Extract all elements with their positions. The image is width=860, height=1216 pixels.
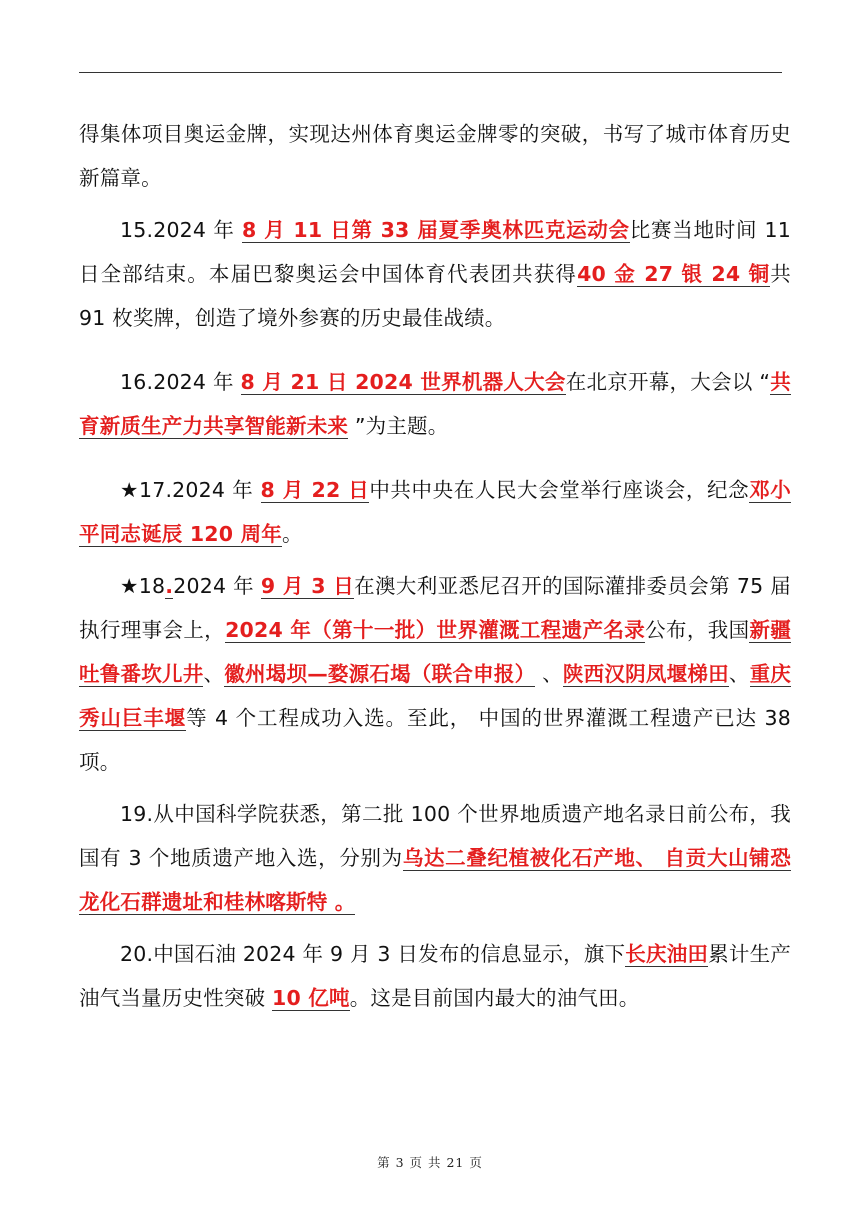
highlight-oilfield: 长庆油田 bbox=[625, 942, 709, 966]
highlight-anniversary: 邓小平同志诞辰 120 周年 bbox=[79, 478, 791, 546]
paragraph-17 bbox=[79, 468, 791, 556]
document-body bbox=[79, 112, 791, 1020]
highlight-medal-count: 40 金 27 银 24 铜 bbox=[577, 262, 771, 286]
header-divider bbox=[79, 72, 782, 73]
text-run: 比赛当地时间 11 日全部结束。本届巴黎奥运会中国体育代表团共获得 bbox=[79, 218, 791, 286]
text-run: 得集体项目奥运金牌，实现达州体育奥运金牌零的突破，书写了城市体育历史新篇章。 bbox=[79, 122, 791, 190]
text-run: 2024 年 bbox=[173, 574, 261, 598]
highlight-symposium-date: 8 月 22 日 bbox=[260, 478, 370, 502]
text-run: ”为主题。 bbox=[348, 414, 449, 438]
highlight-jufeng-weir: 重庆秀山巨丰堰 bbox=[79, 662, 792, 730]
highlight-huizhou-weir: 徽州堨坝—婺源石堨（联合申报） bbox=[224, 662, 536, 686]
highlight-olympics-date: 8 月 11 日第 33 届夏季奥林匹克运动会 bbox=[241, 218, 630, 242]
text-run: 、 bbox=[728, 662, 750, 686]
text-run: ★17.2024 年 bbox=[120, 478, 261, 502]
text-run: 19.从中国科学院获悉，第二批 100 个世界地质遗产地名录日前公布，我国有 3 个地质遗产地入选，分别为 bbox=[79, 802, 791, 870]
text-run: 等 4 个工程成功入选。至此， 中国的世界灌溉工程遗产已达 38 项。 bbox=[79, 706, 792, 774]
paragraph-16 bbox=[79, 360, 791, 448]
text-run: 公布，我国 bbox=[645, 618, 750, 642]
page-number: 第 3 页 共 21 页 bbox=[377, 1155, 483, 1170]
highlight-terraces: 陕西汉阴凤堰梯田 bbox=[562, 662, 729, 686]
paragraph-14-continuation bbox=[79, 112, 791, 200]
highlight-output: 10 亿吨 bbox=[272, 986, 350, 1010]
paragraph-18 bbox=[79, 564, 791, 784]
paragraph-20 bbox=[79, 932, 791, 1020]
text-run: 共 91 枚奖牌，创造了境外参赛的历史最佳战绩。 bbox=[79, 262, 791, 330]
text-run: 在北京开幕，大会以 “ bbox=[565, 370, 771, 394]
highlight-conference-theme: 共育新质生产力共享智能新未来 bbox=[79, 370, 792, 438]
text-run: 累计生产油气当量历史性突破 bbox=[79, 942, 791, 1010]
highlight-heritage-list: 2024 年（第十一批）世界灌溉工程遗产名录 bbox=[225, 618, 646, 642]
text-run: 、 bbox=[203, 662, 225, 686]
text-run: 16.2024 年 bbox=[120, 370, 241, 394]
highlight-robot-conference: 8 月 21 日 2024 世界机器人大会 bbox=[240, 370, 566, 394]
text-run: 。 bbox=[281, 522, 303, 546]
paragraph-15 bbox=[79, 208, 791, 340]
text-run: 中共中央在人民大会堂举行座谈会，纪念 bbox=[369, 478, 750, 502]
highlight-dot: . bbox=[165, 574, 174, 598]
text-run: 、 bbox=[535, 662, 563, 686]
text-run: ★18 bbox=[120, 574, 166, 598]
text-run: 在澳大利亚悉尼召开的国际灌排委员会第 75 届执行理事会上， bbox=[79, 574, 791, 642]
text-run: 。这是目前国内最大的油气田。 bbox=[349, 986, 640, 1010]
highlight-geoheritage-sites: 乌达二叠纪植被化石产地、 自贡大山铺恐龙化石群遗址和桂林喀斯特 。 bbox=[79, 846, 791, 914]
highlight-karez: 新疆吐鲁番坎儿井 bbox=[79, 618, 792, 686]
paragraph-19 bbox=[79, 792, 791, 924]
highlight-icid-date: 9 月 3 日 bbox=[260, 574, 355, 598]
text-run: 20.中国石油 2024 年 9 月 3 日发布的信息显示，旗下 bbox=[120, 942, 626, 966]
text-run: 15.2024 年 bbox=[120, 218, 242, 242]
